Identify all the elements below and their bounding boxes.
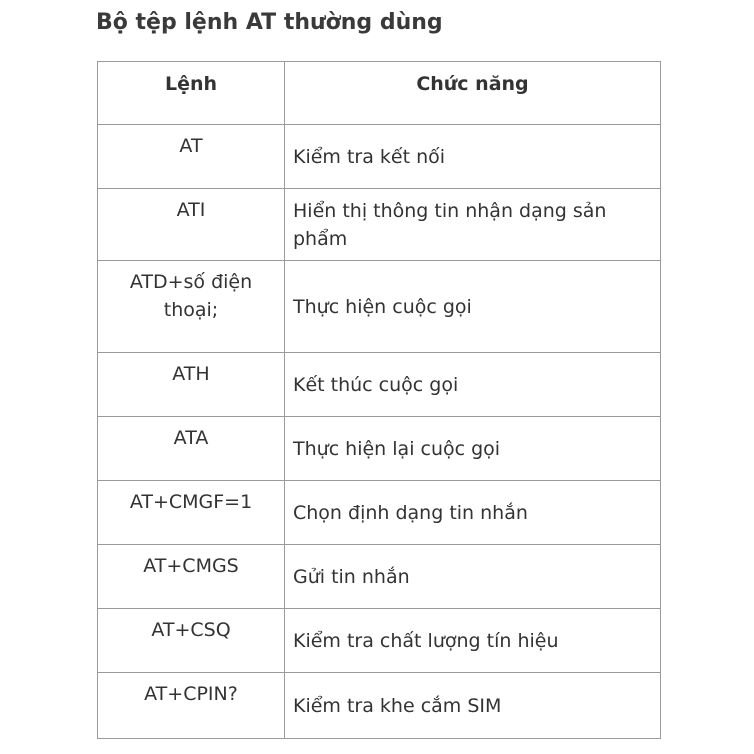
function-cell: Chọn định dạng tin nhắn (285, 481, 661, 545)
function-cell: Kiểm tra chất lượng tín hiệu (285, 609, 661, 673)
command-cell: ATH (98, 353, 285, 417)
table-row (98, 125, 661, 189)
table-row (98, 261, 661, 353)
command-cell: AT+CMGS (98, 545, 285, 609)
command-cell: AT+CPIN? (98, 673, 285, 739)
table-row (98, 609, 661, 673)
table-row (98, 545, 661, 609)
table-row (98, 189, 661, 261)
command-cell: AT+CSQ (98, 609, 285, 673)
table-header-row (98, 62, 661, 125)
function-cell: Kiểm tra kết nối (285, 125, 661, 189)
function-cell: Thực hiện lại cuộc gọi (285, 417, 661, 481)
function-cell: Kết thúc cuộc gọi (285, 353, 661, 417)
command-cell: ATD+số điện thoại; (98, 261, 285, 353)
at-command-table (97, 61, 661, 739)
command-cell: ATA (98, 417, 285, 481)
function-cell: Thực hiện cuộc gọi (285, 261, 661, 353)
command-cell: AT (98, 125, 285, 189)
header-function: Chức năng (285, 62, 661, 125)
table-row (98, 481, 661, 545)
function-cell: Hiển thị thông tin nhận dạng sản phẩm (285, 189, 661, 261)
function-cell: Kiểm tra khe cắm SIM (285, 673, 661, 739)
table-row (98, 353, 661, 417)
table-row (98, 417, 661, 481)
page-title: Bộ tệp lệnh AT thường dùng (96, 10, 443, 35)
function-cell: Gửi tin nhắn (285, 545, 661, 609)
command-cell: AT+CMGF=1 (98, 481, 285, 545)
command-cell: ATI (98, 189, 285, 261)
table-row (98, 673, 661, 739)
header-command: Lệnh (98, 62, 285, 125)
